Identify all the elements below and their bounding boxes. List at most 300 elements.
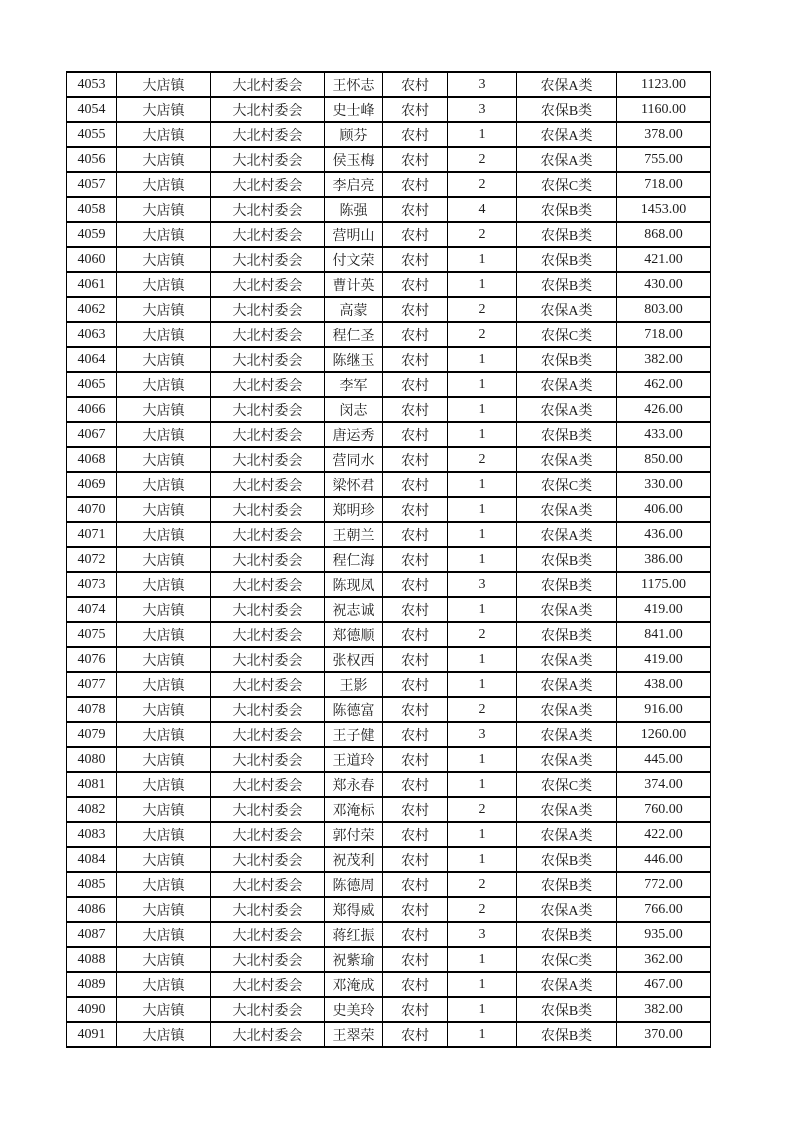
cell-insurance-category: 农保A类 — [517, 297, 617, 322]
cell-residence-type: 农村 — [383, 197, 448, 222]
cell-person-count: 1 — [448, 497, 517, 522]
cell-residence-type: 农村 — [383, 622, 448, 647]
cell-person-count: 1 — [448, 972, 517, 997]
cell-village-committee: 大北村委会 — [211, 397, 325, 422]
cell-serial-number: 4069 — [67, 472, 117, 497]
cell-residence-type: 农村 — [383, 372, 448, 397]
cell-residence-type: 农村 — [383, 122, 448, 147]
cell-insurance-category: 农保C类 — [517, 472, 617, 497]
cell-village-committee: 大北村委会 — [211, 147, 325, 172]
cell-insurance-category: 农保B类 — [517, 922, 617, 947]
cell-amount: 462.00 — [617, 372, 711, 397]
cell-person-count: 1 — [448, 647, 517, 672]
cell-person-name: 李军 — [325, 372, 383, 397]
cell-village-committee: 大北村委会 — [211, 372, 325, 397]
cell-person-name: 闵志 — [325, 397, 383, 422]
cell-town: 大店镇 — [117, 422, 211, 447]
cell-town: 大店镇 — [117, 372, 211, 397]
cell-residence-type: 农村 — [383, 972, 448, 997]
cell-insurance-category: 农保A类 — [517, 697, 617, 722]
cell-amount: 718.00 — [617, 322, 711, 347]
cell-residence-type: 农村 — [383, 297, 448, 322]
table-row — [67, 672, 711, 697]
cell-town: 大店镇 — [117, 972, 211, 997]
cell-insurance-category: 农保A类 — [517, 647, 617, 672]
cell-insurance-category: 农保B类 — [517, 572, 617, 597]
cell-village-committee: 大北村委会 — [211, 347, 325, 372]
table-row — [67, 72, 711, 97]
cell-village-committee: 大北村委会 — [211, 97, 325, 122]
cell-insurance-category: 农保C类 — [517, 172, 617, 197]
cell-town: 大店镇 — [117, 497, 211, 522]
cell-insurance-category: 农保B类 — [517, 997, 617, 1022]
cell-insurance-category: 农保A类 — [517, 397, 617, 422]
cell-insurance-category: 农保A类 — [517, 447, 617, 472]
cell-village-committee: 大北村委会 — [211, 972, 325, 997]
cell-town: 大店镇 — [117, 122, 211, 147]
cell-residence-type: 农村 — [383, 747, 448, 772]
cell-village-committee: 大北村委会 — [211, 897, 325, 922]
table-row — [67, 872, 711, 897]
cell-insurance-category: 农保A类 — [517, 722, 617, 747]
cell-residence-type: 农村 — [383, 697, 448, 722]
cell-person-count: 1 — [448, 822, 517, 847]
cell-person-name: 高蒙 — [325, 297, 383, 322]
cell-amount: 438.00 — [617, 672, 711, 697]
cell-serial-number: 4089 — [67, 972, 117, 997]
cell-residence-type: 农村 — [383, 997, 448, 1022]
cell-residence-type: 农村 — [383, 172, 448, 197]
table-row — [67, 347, 711, 372]
cell-person-name: 梁怀君 — [325, 472, 383, 497]
table-row — [67, 922, 711, 947]
cell-town: 大店镇 — [117, 197, 211, 222]
table-row — [67, 822, 711, 847]
cell-residence-type: 农村 — [383, 347, 448, 372]
cell-town: 大店镇 — [117, 772, 211, 797]
cell-person-name: 顾芬 — [325, 122, 383, 147]
table-row — [67, 447, 711, 472]
cell-residence-type: 农村 — [383, 272, 448, 297]
cell-person-name: 史士峰 — [325, 97, 383, 122]
cell-residence-type: 农村 — [383, 397, 448, 422]
cell-person-count: 2 — [448, 322, 517, 347]
cell-person-count: 1 — [448, 672, 517, 697]
cell-residence-type: 农村 — [383, 722, 448, 747]
cell-residence-type: 农村 — [383, 897, 448, 922]
cell-person-count: 2 — [448, 797, 517, 822]
cell-serial-number: 4062 — [67, 297, 117, 322]
cell-village-committee: 大北村委会 — [211, 422, 325, 447]
cell-serial-number: 4053 — [67, 72, 117, 97]
cell-amount: 370.00 — [617, 1022, 711, 1047]
cell-residence-type: 农村 — [383, 872, 448, 897]
table-row — [67, 472, 711, 497]
cell-amount: 419.00 — [617, 647, 711, 672]
cell-town: 大店镇 — [117, 322, 211, 347]
cell-insurance-category: 农保C类 — [517, 947, 617, 972]
cell-person-name: 唐运秀 — [325, 422, 383, 447]
cell-residence-type: 农村 — [383, 847, 448, 872]
table-row — [67, 997, 711, 1022]
cell-amount: 426.00 — [617, 397, 711, 422]
cell-amount: 430.00 — [617, 272, 711, 297]
cell-residence-type: 农村 — [383, 647, 448, 672]
cell-person-name: 邓淹成 — [325, 972, 383, 997]
cell-residence-type: 农村 — [383, 447, 448, 472]
cell-town: 大店镇 — [117, 447, 211, 472]
cell-town: 大店镇 — [117, 847, 211, 872]
cell-serial-number: 4090 — [67, 997, 117, 1022]
cell-town: 大店镇 — [117, 247, 211, 272]
table-row — [67, 422, 711, 447]
cell-residence-type: 农村 — [383, 797, 448, 822]
cell-amount: 330.00 — [617, 472, 711, 497]
cell-amount: 755.00 — [617, 147, 711, 172]
table-row — [67, 522, 711, 547]
table-row — [67, 772, 711, 797]
cell-person-name: 营明山 — [325, 222, 383, 247]
cell-person-count: 1 — [448, 422, 517, 447]
cell-serial-number: 4061 — [67, 272, 117, 297]
cell-serial-number: 4081 — [67, 772, 117, 797]
cell-serial-number: 4055 — [67, 122, 117, 147]
table-row — [67, 597, 711, 622]
cell-serial-number: 4073 — [67, 572, 117, 597]
cell-village-committee: 大北村委会 — [211, 222, 325, 247]
cell-person-name: 程仁海 — [325, 547, 383, 572]
cell-town: 大店镇 — [117, 297, 211, 322]
cell-serial-number: 4072 — [67, 547, 117, 572]
cell-serial-number: 4054 — [67, 97, 117, 122]
cell-person-count: 2 — [448, 172, 517, 197]
cell-village-committee: 大北村委会 — [211, 322, 325, 347]
cell-village-committee: 大北村委会 — [211, 472, 325, 497]
cell-person-count: 4 — [448, 197, 517, 222]
cell-serial-number: 4066 — [67, 397, 117, 422]
cell-insurance-category: 农保B类 — [517, 272, 617, 297]
cell-person-count: 2 — [448, 872, 517, 897]
cell-insurance-category: 农保C类 — [517, 772, 617, 797]
cell-person-name: 祝志诚 — [325, 597, 383, 622]
cell-person-name: 祝茂利 — [325, 847, 383, 872]
cell-amount: 1123.00 — [617, 72, 711, 97]
cell-amount: 374.00 — [617, 772, 711, 797]
table-row — [67, 697, 711, 722]
cell-village-committee: 大北村委会 — [211, 947, 325, 972]
cell-amount: 386.00 — [617, 547, 711, 572]
cell-insurance-category: 农保C类 — [517, 322, 617, 347]
cell-person-count: 1 — [448, 522, 517, 547]
cell-person-name: 陈继玉 — [325, 347, 383, 372]
cell-person-name: 郭付荣 — [325, 822, 383, 847]
cell-serial-number: 4063 — [67, 322, 117, 347]
cell-person-name: 祝紫瑜 — [325, 947, 383, 972]
cell-insurance-category: 农保B类 — [517, 1022, 617, 1047]
table-row — [67, 497, 711, 522]
table-row — [67, 897, 711, 922]
cell-person-count: 1 — [448, 272, 517, 297]
cell-village-committee: 大北村委会 — [211, 922, 325, 947]
cell-town: 大店镇 — [117, 722, 211, 747]
cell-person-count: 1 — [448, 472, 517, 497]
cell-village-committee: 大北村委会 — [211, 197, 325, 222]
cell-person-count: 3 — [448, 722, 517, 747]
table-row — [67, 297, 711, 322]
cell-amount: 868.00 — [617, 222, 711, 247]
cell-person-name: 王怀志 — [325, 72, 383, 97]
cell-town: 大店镇 — [117, 72, 211, 97]
cell-person-count: 1 — [448, 997, 517, 1022]
cell-village-committee: 大北村委会 — [211, 747, 325, 772]
cell-town: 大店镇 — [117, 572, 211, 597]
table-row — [67, 147, 711, 172]
table-row — [67, 972, 711, 997]
cell-person-count: 1 — [448, 347, 517, 372]
cell-insurance-category: 农保A类 — [517, 122, 617, 147]
cell-person-count: 1 — [448, 772, 517, 797]
cell-person-name: 侯玉梅 — [325, 147, 383, 172]
cell-residence-type: 农村 — [383, 672, 448, 697]
cell-serial-number: 4058 — [67, 197, 117, 222]
table-row — [67, 722, 711, 747]
cell-person-name: 郑明珍 — [325, 497, 383, 522]
cell-serial-number: 4079 — [67, 722, 117, 747]
cell-insurance-category: 农保A类 — [517, 747, 617, 772]
cell-person-name: 张权西 — [325, 647, 383, 672]
cell-person-count: 3 — [448, 922, 517, 947]
cell-amount: 850.00 — [617, 447, 711, 472]
cell-person-name: 王子健 — [325, 722, 383, 747]
cell-serial-number: 4070 — [67, 497, 117, 522]
cell-residence-type: 农村 — [383, 147, 448, 172]
cell-residence-type: 农村 — [383, 822, 448, 847]
cell-serial-number: 4087 — [67, 922, 117, 947]
cell-insurance-category: 农保B类 — [517, 347, 617, 372]
cell-serial-number: 4091 — [67, 1022, 117, 1047]
cell-insurance-category: 农保B类 — [517, 547, 617, 572]
cell-town: 大店镇 — [117, 922, 211, 947]
cell-insurance-category: 农保A类 — [517, 72, 617, 97]
cell-village-committee: 大北村委会 — [211, 497, 325, 522]
table-row — [67, 947, 711, 972]
insurance-register-table — [66, 71, 711, 1048]
cell-insurance-category: 农保B类 — [517, 247, 617, 272]
table-row — [67, 272, 711, 297]
cell-person-count: 1 — [448, 847, 517, 872]
cell-serial-number: 4057 — [67, 172, 117, 197]
cell-village-committee: 大北村委会 — [211, 522, 325, 547]
cell-insurance-category: 农保B类 — [517, 222, 617, 247]
cell-serial-number: 4074 — [67, 597, 117, 622]
cell-town: 大店镇 — [117, 147, 211, 172]
cell-serial-number: 4064 — [67, 347, 117, 372]
cell-town: 大店镇 — [117, 997, 211, 1022]
cell-village-committee: 大北村委会 — [211, 1022, 325, 1047]
cell-village-committee: 大北村委会 — [211, 247, 325, 272]
cell-amount: 1160.00 — [617, 97, 711, 122]
cell-serial-number: 4076 — [67, 647, 117, 672]
cell-residence-type: 农村 — [383, 72, 448, 97]
cell-serial-number: 4086 — [67, 897, 117, 922]
cell-town: 大店镇 — [117, 472, 211, 497]
cell-town: 大店镇 — [117, 97, 211, 122]
cell-village-committee: 大北村委会 — [211, 297, 325, 322]
cell-person-name: 营同水 — [325, 447, 383, 472]
cell-residence-type: 农村 — [383, 522, 448, 547]
cell-town: 大店镇 — [117, 272, 211, 297]
cell-amount: 445.00 — [617, 747, 711, 772]
cell-village-committee: 大北村委会 — [211, 672, 325, 697]
cell-amount: 421.00 — [617, 247, 711, 272]
table-row — [67, 247, 711, 272]
cell-village-committee: 大北村委会 — [211, 772, 325, 797]
cell-serial-number: 4077 — [67, 672, 117, 697]
cell-insurance-category: 农保A类 — [517, 597, 617, 622]
cell-insurance-category: 农保A类 — [517, 522, 617, 547]
table-row — [67, 747, 711, 772]
cell-amount: 916.00 — [617, 697, 711, 722]
cell-serial-number: 4056 — [67, 147, 117, 172]
cell-person-name: 蒋红振 — [325, 922, 383, 947]
cell-person-name: 郑永春 — [325, 772, 383, 797]
cell-serial-number: 4067 — [67, 422, 117, 447]
cell-village-committee: 大北村委会 — [211, 572, 325, 597]
cell-person-name: 王朝兰 — [325, 522, 383, 547]
cell-person-name: 郑得威 — [325, 897, 383, 922]
cell-amount: 422.00 — [617, 822, 711, 847]
cell-residence-type: 农村 — [383, 497, 448, 522]
table-row — [67, 372, 711, 397]
cell-person-count: 1 — [448, 122, 517, 147]
cell-village-committee: 大北村委会 — [211, 847, 325, 872]
cell-person-name: 郑德顺 — [325, 622, 383, 647]
cell-person-name: 王影 — [325, 672, 383, 697]
cell-person-name: 付文荣 — [325, 247, 383, 272]
cell-town: 大店镇 — [117, 697, 211, 722]
table-row — [67, 647, 711, 672]
cell-town: 大店镇 — [117, 622, 211, 647]
cell-village-committee: 大北村委会 — [211, 797, 325, 822]
cell-person-count: 2 — [448, 297, 517, 322]
cell-amount: 760.00 — [617, 797, 711, 822]
cell-serial-number: 4075 — [67, 622, 117, 647]
table-row — [67, 172, 711, 197]
cell-person-count: 2 — [448, 147, 517, 172]
cell-village-committee: 大北村委会 — [211, 722, 325, 747]
cell-amount: 419.00 — [617, 597, 711, 622]
cell-residence-type: 农村 — [383, 1022, 448, 1047]
cell-amount: 841.00 — [617, 622, 711, 647]
cell-village-committee: 大北村委会 — [211, 697, 325, 722]
cell-insurance-category: 农保B类 — [517, 97, 617, 122]
table-row — [67, 197, 711, 222]
cell-amount: 362.00 — [617, 947, 711, 972]
table-row — [67, 1022, 711, 1047]
cell-residence-type: 农村 — [383, 547, 448, 572]
cell-person-count: 3 — [448, 572, 517, 597]
cell-person-count: 2 — [448, 447, 517, 472]
cell-serial-number: 4059 — [67, 222, 117, 247]
cell-town: 大店镇 — [117, 797, 211, 822]
table-row — [67, 572, 711, 597]
cell-amount: 378.00 — [617, 122, 711, 147]
cell-serial-number: 4060 — [67, 247, 117, 272]
table-row — [67, 847, 711, 872]
cell-town: 大店镇 — [117, 897, 211, 922]
cell-insurance-category: 农保B类 — [517, 622, 617, 647]
cell-amount: 436.00 — [617, 522, 711, 547]
cell-insurance-category: 农保A类 — [517, 497, 617, 522]
cell-residence-type: 农村 — [383, 947, 448, 972]
cell-insurance-category: 农保A类 — [517, 672, 617, 697]
cell-residence-type: 农村 — [383, 597, 448, 622]
cell-residence-type: 农村 — [383, 422, 448, 447]
cell-town: 大店镇 — [117, 747, 211, 772]
cell-serial-number: 4068 — [67, 447, 117, 472]
cell-insurance-category: 农保A类 — [517, 372, 617, 397]
cell-amount: 433.00 — [617, 422, 711, 447]
cell-person-count: 1 — [448, 247, 517, 272]
cell-town: 大店镇 — [117, 222, 211, 247]
table-row — [67, 797, 711, 822]
cell-residence-type: 农村 — [383, 772, 448, 797]
table-row — [67, 222, 711, 247]
cell-amount: 406.00 — [617, 497, 711, 522]
cell-village-committee: 大北村委会 — [211, 822, 325, 847]
cell-insurance-category: 农保A类 — [517, 897, 617, 922]
cell-town: 大店镇 — [117, 547, 211, 572]
cell-amount: 382.00 — [617, 347, 711, 372]
cell-person-name: 程仁圣 — [325, 322, 383, 347]
cell-amount: 772.00 — [617, 872, 711, 897]
cell-residence-type: 农村 — [383, 922, 448, 947]
cell-person-count: 1 — [448, 947, 517, 972]
cell-village-committee: 大北村委会 — [211, 597, 325, 622]
cell-person-name: 李启亮 — [325, 172, 383, 197]
cell-village-committee: 大北村委会 — [211, 272, 325, 297]
cell-person-count: 1 — [448, 597, 517, 622]
cell-amount: 467.00 — [617, 972, 711, 997]
cell-amount: 1260.00 — [617, 722, 711, 747]
cell-person-name: 曹计英 — [325, 272, 383, 297]
cell-residence-type: 农村 — [383, 247, 448, 272]
cell-person-count: 1 — [448, 372, 517, 397]
cell-insurance-category: 农保A类 — [517, 972, 617, 997]
cell-person-name: 王翠荣 — [325, 1022, 383, 1047]
table-row — [67, 122, 711, 147]
cell-village-committee: 大北村委会 — [211, 622, 325, 647]
cell-insurance-category: 农保B类 — [517, 197, 617, 222]
cell-village-committee: 大北村委会 — [211, 72, 325, 97]
cell-town: 大店镇 — [117, 522, 211, 547]
cell-insurance-category: 农保B类 — [517, 847, 617, 872]
cell-residence-type: 农村 — [383, 572, 448, 597]
cell-person-count: 3 — [448, 97, 517, 122]
table-row — [67, 397, 711, 422]
cell-town: 大店镇 — [117, 1022, 211, 1047]
cell-town: 大店镇 — [117, 347, 211, 372]
cell-town: 大店镇 — [117, 397, 211, 422]
cell-village-committee: 大北村委会 — [211, 447, 325, 472]
cell-person-count: 1 — [448, 547, 517, 572]
cell-town: 大店镇 — [117, 172, 211, 197]
cell-person-name: 陈德富 — [325, 697, 383, 722]
cell-village-committee: 大北村委会 — [211, 547, 325, 572]
cell-person-name: 陈德周 — [325, 872, 383, 897]
cell-insurance-category: 农保B类 — [517, 422, 617, 447]
cell-person-count: 2 — [448, 897, 517, 922]
